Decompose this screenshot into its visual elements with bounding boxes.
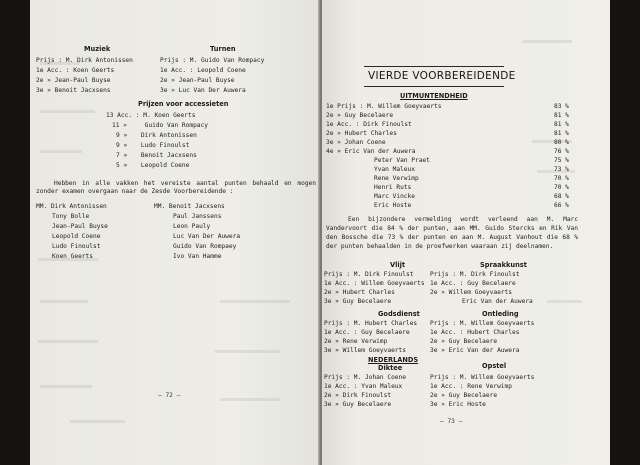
- list-item: [326, 113, 393, 119]
- rank-label: 2e »: [430, 338, 445, 345]
- list-item: Ivo Van Hamme: [173, 253, 222, 260]
- rank-label: 1e Acc. :: [324, 383, 358, 390]
- list-item: Rene Verwimp: [374, 175, 419, 182]
- rank-label: 3e »: [324, 298, 339, 305]
- list-item: Henri Ruts: [374, 184, 412, 191]
- rank-label: 1e Acc. :: [324, 280, 358, 287]
- rank-label: 2e »: [36, 77, 51, 84]
- right-page: [322, 0, 610, 465]
- list-item: Leon Pauly: [173, 223, 211, 230]
- student-name: Willem Goeyvaerts: [361, 280, 425, 287]
- rank-label: 3e »: [324, 347, 339, 354]
- list-item: [324, 299, 391, 305]
- list-item: [430, 272, 519, 278]
- list-item: [324, 281, 425, 287]
- list-item: [160, 58, 264, 64]
- rank-label: 1e Acc. :: [324, 329, 358, 336]
- rank-label: 1e Prijs : M.: [326, 103, 375, 110]
- heading-vlijt: Vlijt: [390, 261, 406, 269]
- list-item: [324, 321, 417, 327]
- student-name: Guy Becelaere: [448, 338, 498, 345]
- list-item: [326, 104, 442, 110]
- student-name: Guy Becelaere: [342, 298, 392, 305]
- list-item: [324, 402, 391, 408]
- student-name: Benoit Jacxsens: [54, 87, 111, 94]
- list-item: [160, 88, 246, 94]
- list-item: [430, 330, 519, 336]
- list-item: [326, 131, 397, 137]
- student-name: Eric Hoste: [448, 401, 486, 408]
- promotion-paragraph: Hebben in alle vakken het vereiste aantal punten behaald en mogen zonder examen overgaan naar de Zesde Voorbereidende :: [36, 180, 316, 196]
- score: 81 %: [554, 121, 569, 128]
- list-item: [36, 78, 111, 84]
- list-item: Jean-Paul Buyse: [52, 223, 108, 230]
- list-item: [324, 330, 410, 336]
- list-item: [430, 384, 512, 390]
- score: 80 %: [554, 139, 569, 146]
- rank-label: 3e »: [430, 347, 445, 354]
- score: 83 %: [554, 103, 569, 110]
- title-rule-bottom: [364, 86, 504, 87]
- rank-label: 3e »: [36, 87, 51, 94]
- rank-label: 2e »: [160, 77, 175, 84]
- heading-turnen: Turnen: [210, 45, 236, 53]
- heading-uitmuntendheid: UITMUNTENDHEID: [400, 92, 468, 100]
- rank-label: 1e Acc. :: [430, 280, 464, 287]
- score: 70 %: [554, 184, 569, 191]
- rank-label: 2e »: [430, 392, 445, 399]
- list-item: [116, 143, 189, 149]
- list-item: [430, 281, 516, 287]
- list-item: [324, 348, 406, 354]
- student-name: Luc Van Der Auwera: [178, 87, 246, 94]
- rank-label: 2e »: [430, 289, 445, 296]
- rank-label: 1e Acc. :: [326, 121, 360, 128]
- rank-label: 5 »: [116, 162, 128, 169]
- list-item: Tony Bolle: [52, 213, 90, 220]
- student-name: Guy Becelaere: [344, 112, 394, 119]
- list-item: Marc Vincke: [374, 193, 415, 200]
- list-item: [430, 321, 534, 327]
- student-name: Dirk Finoulst: [365, 271, 414, 278]
- student-name: Jean-Paul Buyse: [178, 77, 235, 84]
- list-item: [324, 272, 413, 278]
- rank-label: 13 Acc. : M.: [106, 112, 151, 119]
- rank-label: 9 »: [116, 142, 128, 149]
- left-page: [30, 0, 322, 465]
- student-name: Yvan Maleux: [361, 383, 403, 390]
- score: 68 %: [554, 193, 569, 200]
- list-item: Luc Van Der Auwera: [173, 233, 241, 240]
- rank-label: 2e »: [326, 112, 341, 119]
- list-item: Eric Hoste: [374, 202, 412, 209]
- student-name: Koen Geerts: [73, 67, 115, 74]
- heading-muziek: Muziek: [84, 45, 111, 53]
- student-name: Rene Verwimp: [342, 338, 388, 345]
- list-item: [326, 140, 386, 146]
- student-name: Guy Becelaere: [448, 392, 498, 399]
- list-item: [324, 375, 406, 381]
- heading-godsdienst: Godsdienst: [378, 310, 420, 318]
- student-name: Dirk Finoulst: [363, 121, 412, 128]
- student-name: Hubert Charles: [365, 320, 418, 327]
- score: 73 %: [554, 166, 569, 173]
- list-item: [324, 393, 391, 399]
- rank-label: 1e Acc. :: [430, 329, 464, 336]
- score: 81 %: [554, 112, 569, 119]
- rank-label: 4e »: [326, 148, 341, 155]
- rank-label: 1e Acc. :: [160, 67, 194, 74]
- rank-label: Prijs : M.: [36, 57, 74, 64]
- list-item: Peter Van Praet: [374, 157, 430, 164]
- student-name: Dirk Antonissen: [77, 57, 133, 64]
- heading-opstel: Opstel: [482, 362, 507, 370]
- student-name: Willem Goeyvaerts: [471, 320, 535, 327]
- list-item: Paul Janssens: [173, 213, 222, 220]
- list-item: MM. Benoit Jacxsens: [154, 203, 225, 210]
- score: 75 %: [554, 157, 569, 164]
- list-item: Guido Van Rompaey: [173, 243, 237, 250]
- list-item: [160, 78, 235, 84]
- rank-label: Prijs : M.: [160, 57, 198, 64]
- heading-spraakkunst: Spraakkunst: [480, 261, 527, 269]
- list-item: Ludo Finoulst: [52, 243, 101, 250]
- rank-label: 11 »: [112, 122, 127, 129]
- subheading-diktee: Diktee: [378, 364, 403, 372]
- student-name: Guy Becelaere: [361, 329, 410, 336]
- student-name: Guido Van Rompacy: [144, 122, 208, 129]
- score: 81 %: [554, 130, 569, 137]
- student-name: Hubert Charles: [344, 130, 397, 137]
- heading-ontleding: Ontleding: [482, 310, 519, 318]
- list-item: [36, 58, 133, 64]
- student-name: Dirk Finoulst: [471, 271, 520, 278]
- list-item: [430, 339, 497, 345]
- list-item: [430, 402, 486, 408]
- score: 66 %: [554, 202, 569, 209]
- student-name: Willem Goeyvaerts: [342, 347, 406, 354]
- rank-label: Prijs : M.: [430, 320, 468, 327]
- page-number: — 73 —: [440, 418, 463, 425]
- rank-label: 2e »: [324, 338, 339, 345]
- list-item: [324, 339, 387, 345]
- list-item: [430, 348, 519, 354]
- student-name: Ludo Finoulst: [140, 142, 190, 149]
- student-name: Guy Becelaere: [467, 280, 516, 287]
- student-name: Johan Coene: [365, 374, 406, 381]
- page-title: VIERDE VOORBEREIDENDE: [368, 70, 516, 82]
- rank-label: 1e Acc. :: [430, 383, 464, 390]
- student-name: Leopold Coene: [197, 67, 246, 74]
- list-item: Yvan Maleux: [374, 166, 415, 173]
- rank-label: 3e »: [324, 401, 339, 408]
- rank-label: 9 »: [116, 132, 128, 139]
- student-name: Leopold Coene: [140, 162, 190, 169]
- list-item: Leopold Coene: [52, 233, 101, 240]
- list-item: [430, 290, 512, 296]
- list-item: [326, 149, 415, 155]
- student-name: Dirk Antonissen: [140, 132, 197, 139]
- list-item: [430, 375, 534, 381]
- student-name: Willem Goeyvaerts: [378, 103, 442, 110]
- rank-label: 2e »: [326, 130, 341, 137]
- rank-label: Prijs : M.: [430, 271, 468, 278]
- list-item: [324, 290, 395, 296]
- list-item: [326, 122, 412, 128]
- rank-label: 3e »: [160, 87, 175, 94]
- list-item: [112, 123, 208, 129]
- rank-label: 1e Acc. :: [36, 67, 70, 74]
- student-name: Johan Coene: [344, 139, 386, 146]
- rank-label: 3e »: [326, 139, 341, 146]
- rank-label: Prijs : M.: [324, 271, 362, 278]
- list-item: [430, 393, 497, 399]
- student-name: Guy Becelaere: [342, 401, 392, 408]
- list-item: [36, 68, 114, 74]
- list-item: [116, 133, 197, 139]
- title-rule-top: [364, 66, 504, 67]
- student-name: Eric Van der Auwera: [448, 347, 520, 354]
- list-item: [116, 153, 197, 159]
- rank-label: 2e »: [324, 289, 339, 296]
- student-name: Jean-Paul Buyse: [54, 77, 111, 84]
- list-item: MM. Dirk Antonissen: [36, 203, 107, 210]
- student-name: Dirk Finoulst: [342, 392, 392, 399]
- list-item: [324, 384, 402, 390]
- student-name: Willem Goeyvaerts: [471, 374, 535, 381]
- heading-prizes-accessits: Prijzen voor accessieten: [138, 100, 229, 108]
- list-item: [160, 68, 246, 74]
- student-name: Koen Geerts: [154, 112, 196, 119]
- special-mention-paragraph: Een bijzondere vermelding wordt verleend aan M. Marc Vandervoort die 84 % der punten, aan MM. Guido Stercks en Rik Van den Bossche die 73 % der punten en aan M. August Vanhout die 68 % der punten behaalden in de proefwerken waaraan zij deelnamen.: [326, 216, 578, 250]
- heading-nederlands: NEDERLANDS: [368, 356, 419, 364]
- list-item: Koen Geerts: [52, 253, 93, 260]
- page-number: — 72 —: [158, 392, 181, 399]
- list-item: [116, 163, 189, 169]
- score: 76 %: [554, 148, 569, 155]
- student-name: Willem Goeyvaerts: [448, 289, 512, 296]
- student-name: Hubert Charles: [467, 329, 520, 336]
- rank-label: Prijs : M.: [324, 374, 362, 381]
- score: 70 %: [554, 175, 569, 182]
- student-name: Hubert Charles: [342, 289, 395, 296]
- list-item: [36, 88, 111, 94]
- student-name: Benoit Jacxsens: [140, 152, 197, 159]
- list-item: Eric Van der Auwera: [462, 298, 533, 305]
- rank-label: Prijs : M.: [430, 374, 468, 381]
- rank-label: 3e »: [430, 401, 445, 408]
- rank-label: 2e »: [324, 392, 339, 399]
- rank-label: 7 »: [116, 152, 128, 159]
- student-name: Eric Van der Auwera: [344, 148, 416, 155]
- student-name: Rene Verwimp: [467, 383, 512, 390]
- rank-label: Prijs : M.: [324, 320, 362, 327]
- student-name: Guido Van Rompacy: [201, 57, 265, 64]
- list-item: [106, 113, 195, 119]
